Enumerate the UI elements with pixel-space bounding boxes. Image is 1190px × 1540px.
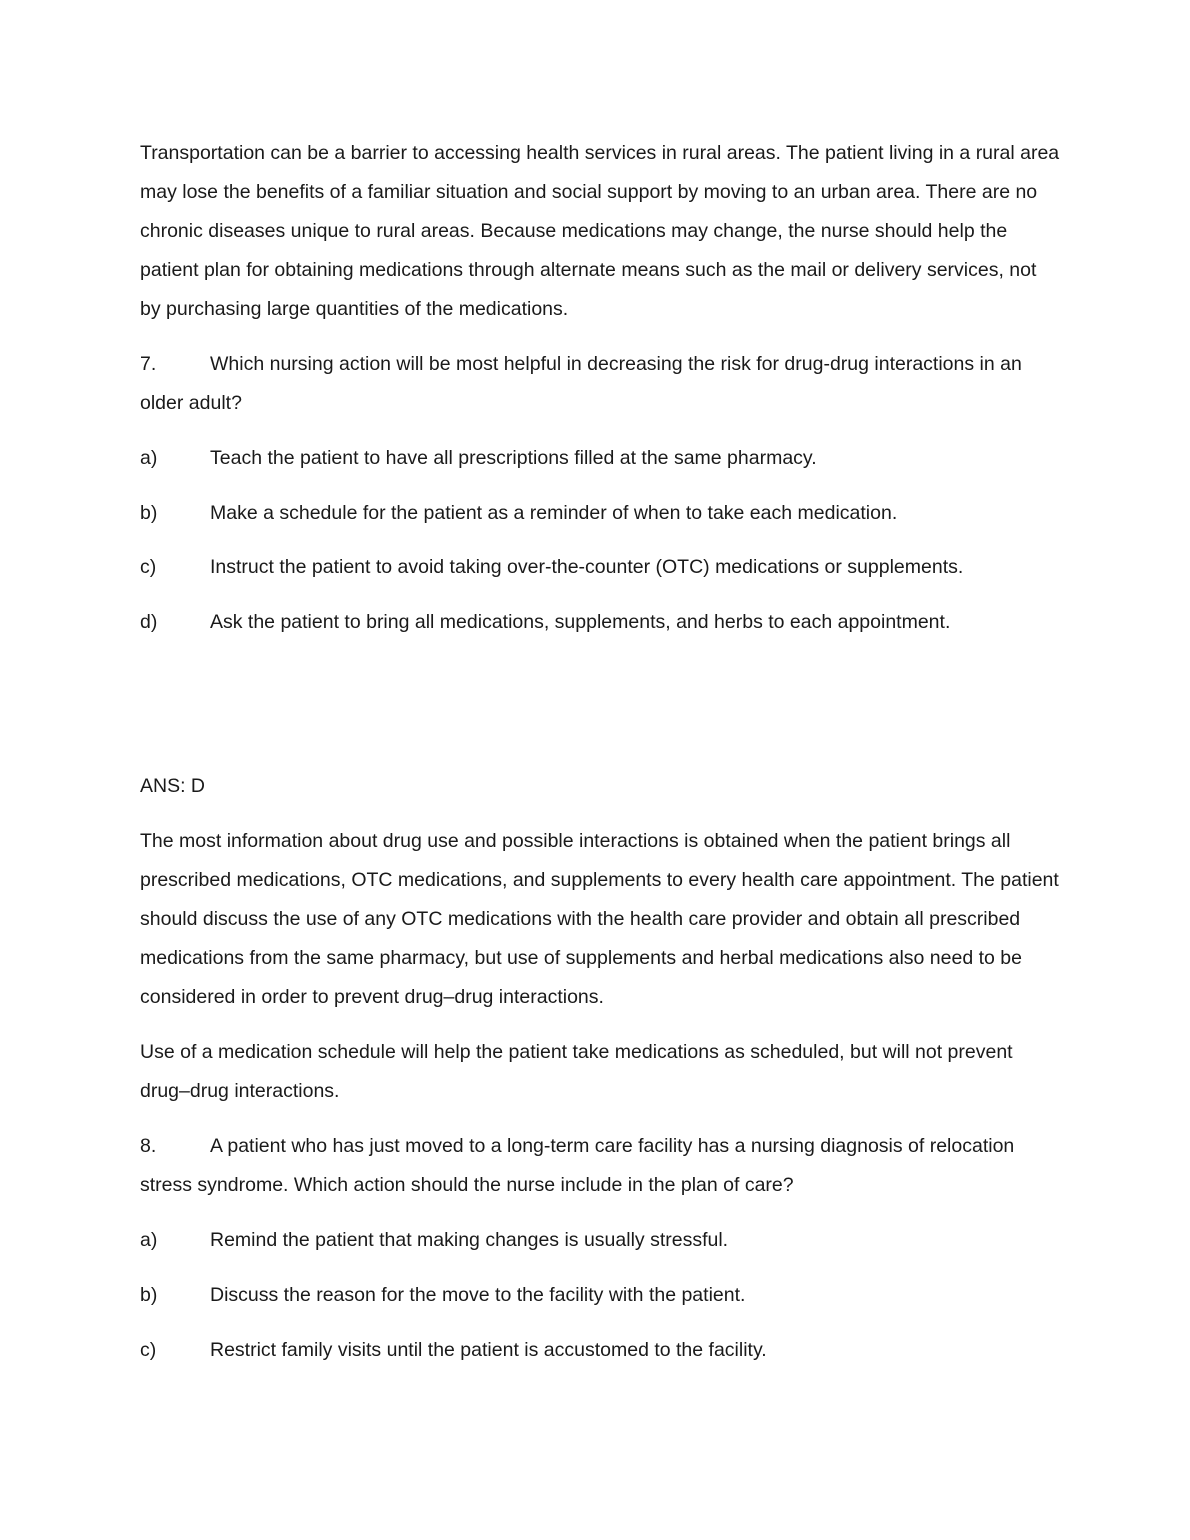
question-8-option-c <box>140 1331 1060 1370</box>
option-letter: c) <box>140 1339 157 1361</box>
question-8-number: 8. <box>140 1135 157 1157</box>
question-7-option-b <box>140 494 1060 533</box>
option-text: Discuss the reason for the move to the facility with the patient. <box>210 1284 746 1306</box>
question-8 <box>140 1127 1060 1205</box>
question-7-option-d <box>140 603 1060 642</box>
option-letter: b) <box>140 502 158 524</box>
question-7-number: 7. <box>140 353 157 375</box>
question-7-option-c <box>140 548 1060 587</box>
question-7-text: Which nursing action will be most helpful in decreasing the risk for drug-drug interactions in an older adult? <box>140 353 1022 414</box>
option-text: Remind the patient that making changes is usually stressful. <box>210 1229 729 1251</box>
option-text: Ask the patient to bring all medications, supplements, and herbs to each appointment. <box>210 611 951 633</box>
option-text: Teach the patient to have all prescriptions filled at the same pharmacy. <box>210 447 817 469</box>
option-letter: d) <box>140 611 158 633</box>
option-letter: a) <box>140 447 158 469</box>
question-7 <box>140 345 1060 423</box>
option-text: Make a schedule for the patient as a reminder of when to take each medication. <box>210 502 898 524</box>
answer-label: ANS: D <box>140 775 206 797</box>
rationale-paragraph-rural: Transportation can be a barrier to accessing health services in rural areas. The patient living in a rural area may lose the benefits of a familiar situation and social support by moving to an urban area. There are no chronic diseases unique to rural areas. Because medications may change, the nurse should help the patient plan for obtaining medications through alternate means such as the mail or delivery services, not by purchasing large quantities of the medications. <box>140 142 1060 320</box>
rationale-paragraph-2: Use of a medication schedule will help the patient take medications as scheduled, but will not prevent drug–drug interactions. <box>140 1041 1013 1102</box>
question-8-text: A patient who has just moved to a long-term care facility has a nursing diagnosis of relocation stress syndrome. Which action should the nurse include in the plan of care? <box>140 1135 1015 1196</box>
option-text: Instruct the patient to avoid taking over-the-counter (OTC) medications or supplements. <box>210 556 964 578</box>
rationale-paragraph-1: The most information about drug use and possible interactions is obtained when the patient brings all prescribed medications, OTC medications, and supplements to every health care appointment. The patient should discuss the use of any OTC medications with the health care provider and obtain all prescribed medications from the same pharmacy, but use of supplements and herbal medications also need to be considered in order to prevent drug–drug interactions. <box>140 830 1059 1008</box>
option-text: Restrict family visits until the patient is accustomed to the facility. <box>210 1339 767 1361</box>
option-letter: c) <box>140 556 157 578</box>
question-7-option-a <box>140 439 1060 478</box>
question-8-option-b <box>140 1276 1060 1315</box>
option-letter: b) <box>140 1284 158 1306</box>
option-letter: a) <box>140 1229 158 1251</box>
question-8-option-a <box>140 1221 1060 1260</box>
